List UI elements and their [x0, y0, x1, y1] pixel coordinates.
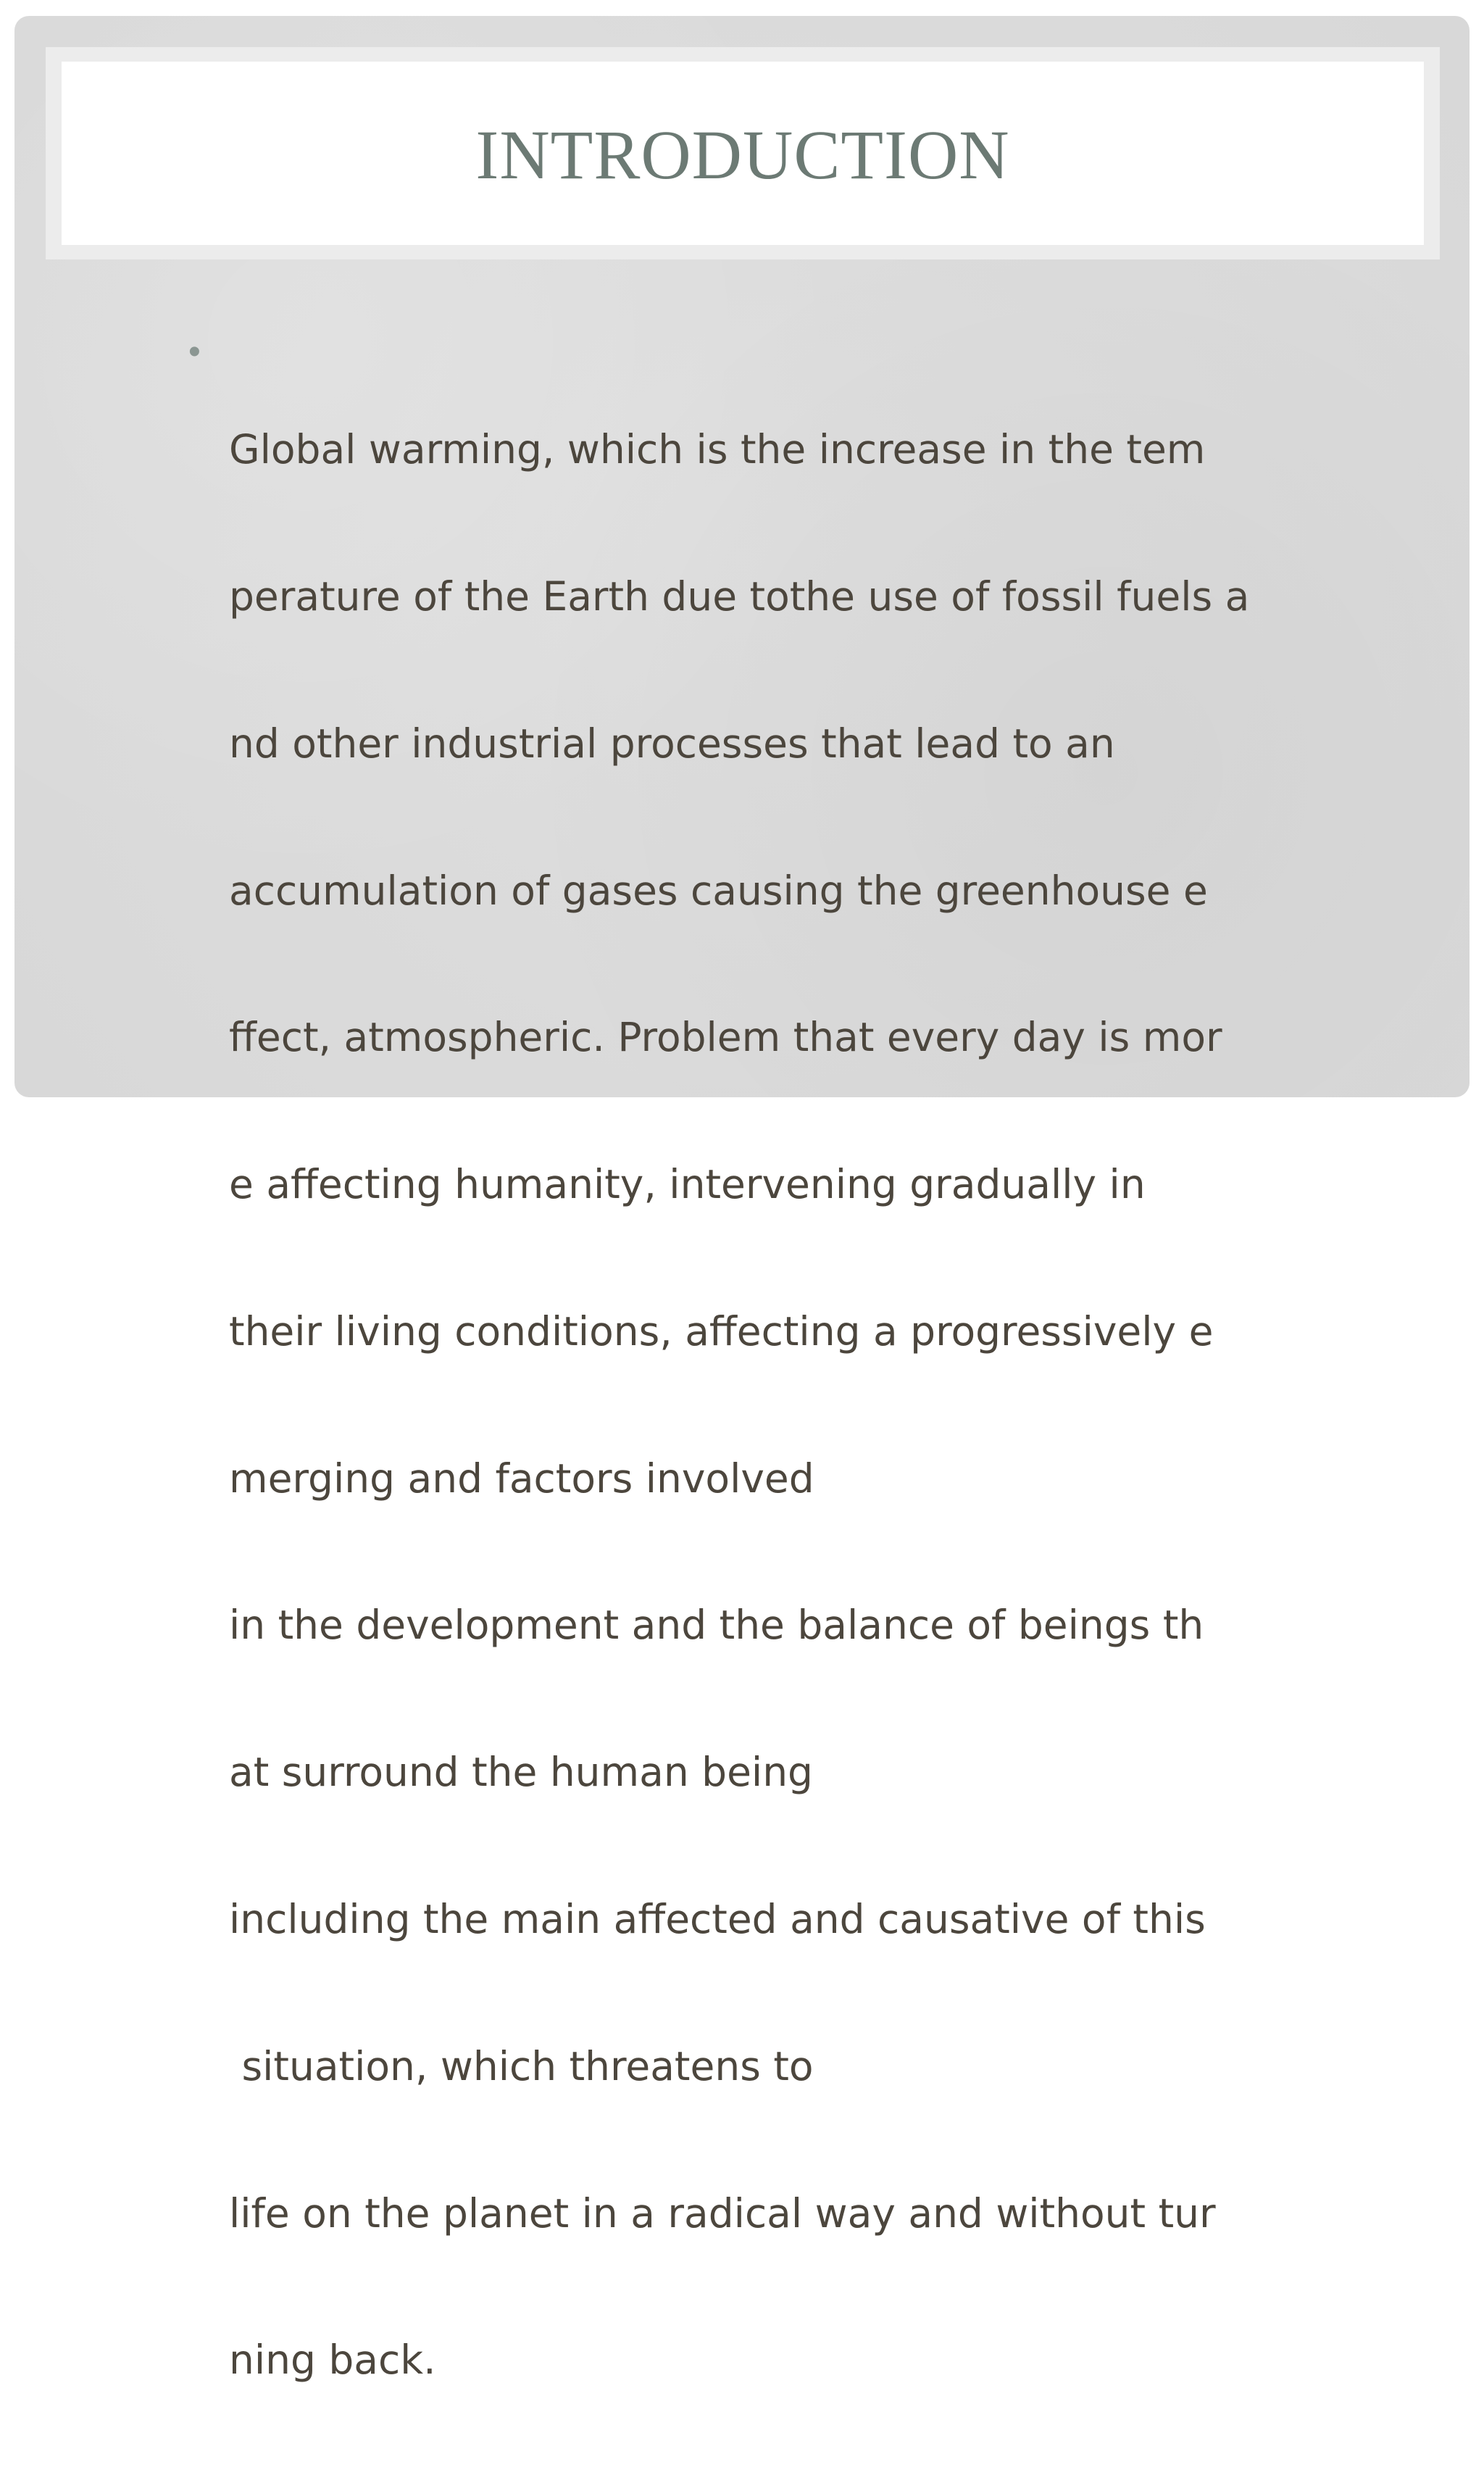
bullet-text-line: merging and factors involved: [229, 1455, 814, 1502]
bullet-text-line: their living conditions, affecting a progressively e: [229, 1307, 1214, 1355]
bullet-text-line: in the development and the balance of beings th: [229, 1602, 1204, 1649]
bullet-text-line: e affecting humanity, intervening gradually in: [229, 1161, 1146, 1208]
bullet-text-line: ning back.: [229, 2337, 436, 2384]
bullet-text-line: accumulation of gases causing the greenhouse e: [229, 867, 1208, 914]
bullet-text-line: at surround the human being: [229, 1749, 813, 1796]
body-content: [188, 328, 1362, 2483]
bullet-text-line: nd other industrial processes that lead to an: [229, 720, 1115, 767]
title-box: [62, 62, 1424, 245]
title-frame: [46, 47, 1440, 259]
slide-title: INTRODUCTION: [475, 116, 1010, 194]
bullet-text-line: including the main affected and causative of this: [229, 1896, 1206, 1942]
slide: [14, 16, 1470, 2384]
bullet-text-line: life on the planet in a radical way and without tur: [229, 2189, 1216, 2237]
bullet-text-line: ffect, atmospheric. Problem that every day is mor: [229, 1014, 1222, 1061]
bullet-text-line: perature of the Earth due tothe use of fossil fuels a: [229, 573, 1250, 620]
bullet-text-line: situation, which threatens to: [229, 2042, 814, 2089]
bullet-text: [229, 328, 1362, 2483]
bullet-marker: •: [188, 333, 201, 371]
bullet-text-line: Global warming, which is the increase in the tem: [229, 426, 1206, 473]
bullet-item: [188, 328, 1362, 2483]
